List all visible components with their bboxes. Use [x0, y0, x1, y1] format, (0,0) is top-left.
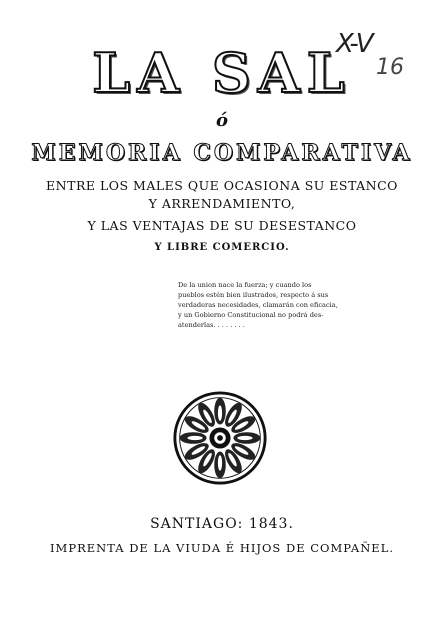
handwritten-note-1: X-V: [336, 29, 372, 59]
subtitle-line-4: Y LIBRE COMERCIO.: [154, 242, 290, 253]
handwritten-note-2: 16: [376, 55, 404, 80]
epigraph: [178, 280, 348, 330]
subtitle: MEMORIA COMPARATIVA: [31, 140, 413, 166]
subtitle-line-3: Y LAS VENTAJAS DE SU DESESTANCO: [87, 218, 357, 233]
imprint-place-date: SANTIAGO: 1843.: [150, 516, 294, 532]
rosette-ornament: [172, 390, 268, 486]
imprint-printer: IMPRENTA DE LA VIUDA É HIJOS DE COMPAÑEL.: [50, 541, 394, 555]
title-conjunction: ó: [215, 110, 228, 131]
epigraph-line: atenderlas. . . . . . . .: [178, 321, 245, 329]
epigraph-line: De la union nace la fuerza; y cuando los: [178, 281, 312, 289]
epigraph-line: verdaderas necesidades, clamarán con eficacia,: [178, 301, 338, 309]
epigraph-line: y un Gobierno Constitucional no podrá des-: [178, 311, 324, 319]
subtitle-line-2: Y ARRENDAMIENTO,: [148, 196, 296, 211]
epigraph-line: pueblos estén bien ilustrados, respecto á sus: [178, 291, 329, 299]
subtitle-line-1: ENTRE LOS MALES QUE OCASIONA SU ESTANCO: [46, 178, 398, 193]
book-title: LA SAL: [92, 41, 352, 105]
handwritten-shelfmark: [330, 30, 430, 80]
